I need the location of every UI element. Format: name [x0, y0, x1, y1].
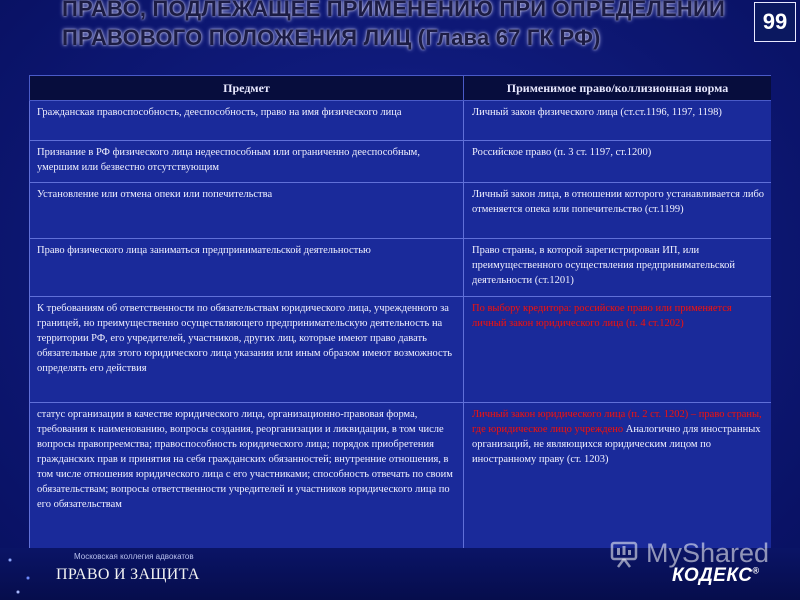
bar-association-name: Московская коллегия адвокатов: [74, 552, 194, 561]
applicable-law-table: [29, 75, 771, 548]
law-highlight-text: Личный закон юридического лица (п. 2 ст. 1202) – право страны, где юридическое лицо учреждено: [472, 409, 762, 435]
stars-decoration: [0, 548, 40, 600]
watermark-text: MyShared: [646, 538, 770, 568]
law-cell: [464, 101, 772, 141]
law-highlight-text: По выбору кредитора: российское право или применяется личный закон юридического лица (п. 4 ст.1202): [472, 303, 732, 329]
table-row: [30, 141, 772, 183]
law-text: Право страны, в которой зарегистрирован ИП, или преимущественного осуществления предпринимательской деятельности (ст.1201): [472, 245, 736, 286]
subject-cell: статус организации в качестве юридического лица, организационно-правовая форма, требования к наименованию, вопросы создания, реорганизации и ликвидации, в том числе вопросы правопреемства; правоспособность юридического лица; порядок приобретения гражданских прав и принятия на себя гражданских обязанностей; внутренние отношения, в том числе отношения юридического лица с его участниками; способность отвечать по своим обязательствам; вопросы ответственности учредителей и участников юридического лица по его обязательствам: [30, 403, 464, 549]
law-text: Личный закон лица, в отношении которого устанавливается либо отменяется опека или попечительство (ст.1199): [472, 189, 765, 215]
kodeks-logo-text: КОДЕКС: [672, 565, 753, 586]
table-row: [30, 101, 772, 141]
law-cell: [464, 403, 772, 549]
law-text: Личный закон физического лица (ст.ст.1196, 1197, 1198): [472, 107, 722, 118]
subject-cell: К требованиям об ответственности по обязательствам юридического лица, учрежденного за границей, но преимущественно осуществляющего предпринимательскую деятельность на территории РФ, его учредителей, участников, других лиц, которые имеют право давать обязательные для этого юридического лица указания или иным образом имеют возможность определять его действия: [30, 297, 464, 403]
column-header-applicable-law: Применимое право/коллизионная норма: [464, 76, 772, 101]
law-text: Аналогично для иностранных организаций, не являющихся юридическим лицом по иностранному праву (ст. 1203): [472, 424, 761, 465]
law-text: Российское право (п. 3 ст. 1197, ст.1200): [472, 147, 652, 158]
table-row: [30, 403, 772, 549]
column-header-subject: Предмет: [30, 76, 464, 101]
law-cell: [464, 239, 772, 297]
law-cell: [464, 183, 772, 239]
presentation-board-icon: [610, 540, 638, 568]
law-cell: [464, 297, 772, 403]
slide-title: ПРАВО, ПОДЛЕЖАЩЕЕ ПРИМЕНЕНИЮ ПРИ ОПРЕДЕЛЕНИИ ПРАВОВОГО ПОЛОЖЕНИЯ ЛИЦ (Глава 67 ГК РФ): [62, 0, 725, 50]
law-table-container: [29, 75, 771, 548]
subject-cell: Гражданская правоспособность, дееспособность, право на имя физического лица: [30, 101, 464, 141]
footer-org-name: ПРАВО И ЗАЩИТА: [56, 566, 200, 583]
table-header-row: [30, 76, 772, 101]
subject-cell: Право физического лица заниматься предпринимательской деятельностью: [30, 239, 464, 297]
table-row: [30, 183, 772, 239]
law-cell: [464, 141, 772, 183]
table-row: [30, 239, 772, 297]
table-row: [30, 297, 772, 403]
registered-mark: ®: [752, 565, 760, 576]
kodeks-logo: [672, 565, 760, 587]
slide-number-badge: 99: [754, 2, 796, 42]
subject-cell: Признание в РФ физического лица недееспособным или ограниченно дееспособным, умершим или безвестно отсутствующим: [30, 141, 464, 183]
subject-cell: Установление или отмена опеки или попечительства: [30, 183, 464, 239]
